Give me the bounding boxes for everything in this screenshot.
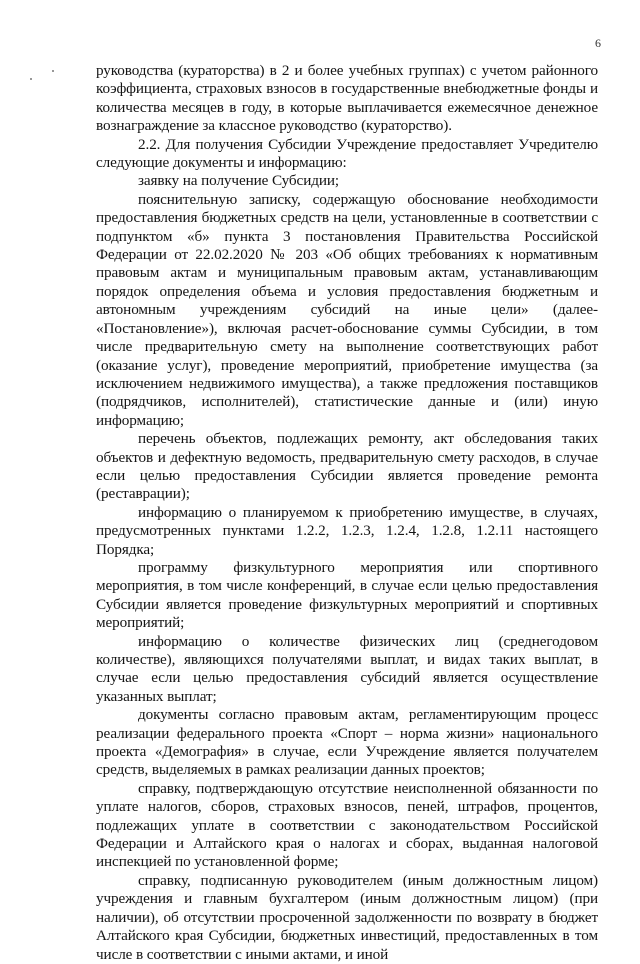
list-item-payments-info: информацию о количестве физических лиц (среднегодовом количестве), являющихся получателями выплат, и видах таких выплат, в случае если целью предоставления субсидий является осуществление указанных выплат; bbox=[96, 632, 598, 705]
list-item-sports-program: программу физкультурного мероприятия или спортивного мероприятия, в том числе конференций, в случае если целью предоставления Субсидии является проведение физкультурных мероприятий и спортивных мероприятий; bbox=[96, 558, 598, 632]
list-item-explanatory-note: пояснительную записку, содержащую обоснование необходимости предоставления бюджетных средств на цели, установленные в соответствии с подпунктом «б» пункта 3 постановления Правительства Российской Федерации от 22.02.2020 № 203 «Об общих требованиях к нормативным правовым актам и муниципальным правовым актам, устанавливающим порядок определения объема и условия предоставления бюджетным и автономным учреждениям субсидий на иные цели» (далее- «Постановление»), включая расчет-обоснование суммы Субсидии, в том числе предварительную смету на выполнение соответствующих работ (оказание услуг), проведение мероприятий, приобретение имущества (за исключением недвижимого имущества), а также предложения поставщиков (подрядчиков, исполнителей), статистические данные и (или) иную информацию; bbox=[96, 190, 598, 429]
list-item-tax-certificate: справку, подтверждающую отсутствие неисполненной обязанности по уплате налогов, сборов, страховых взносов, пеней, штрафов, процентов, подлежащих уплате в соответствии с законодательством Российской Федерации и Алтайского края о налогах и сборах, выданная налоговой инспекцией по установленной форме; bbox=[96, 779, 598, 871]
paragraph-section-2-2: 2.2. Для получения Субсидии Учреждение предоставляет Учредителю следующие документы и информацию: bbox=[96, 135, 598, 172]
list-item-application: заявку на получение Субсидии; bbox=[138, 172, 340, 190]
list-item-repair-objects: перечень объектов, подлежащих ремонту, акт обследования таких объектов и дефектную ведомость, предварительную смету расходов, в случае если целью предоставления Субсидии является проведение ремонта (реставрации); bbox=[96, 430, 598, 503]
list-item-debt-certificate: справку, подписанную руководителем (иным должностным лицом) учреждения и главным бухгалтером (иным должностным лицом) (при наличии), об отсутствии просроченной задолженности по возврату в бюджет Алтайского края Субсидии, бюджетных инвестиций, предоставленных в том числе в соответствии с иными актами, и иной bbox=[96, 871, 598, 963]
page-number: 6 bbox=[595, 36, 601, 50]
list-item-property-info: информацию о планируемом к приобретению имуществе, в случаях, предусмотренных пунктами 1.2.2, 1.2.3, 1.2.4, 1.2.8, 1.2.11 настоящего Порядка; bbox=[96, 503, 598, 558]
scan-speck bbox=[30, 78, 32, 80]
document-body bbox=[96, 62, 598, 964]
list-item-project-documents: документы согласно правовым актам, регламентирующим процесс реализации федерального проекта «Спорт – норма жизни» национального проекта «Демография» в случае, если Учреждение является получателем средств, выделяемых в рамках реализации данных проектов; bbox=[96, 706, 598, 779]
paragraph-continuation: руководства (кураторства) в 2 и более учебных группах) с учетом районного коэффициента, страховых взносов в государственные внебюджетные фонды и количества месяцев в году, в которые выплачивается ежемесячное денежное вознаграждение за классное руководство (кураторство). bbox=[96, 62, 598, 135]
scan-speck bbox=[52, 70, 54, 72]
